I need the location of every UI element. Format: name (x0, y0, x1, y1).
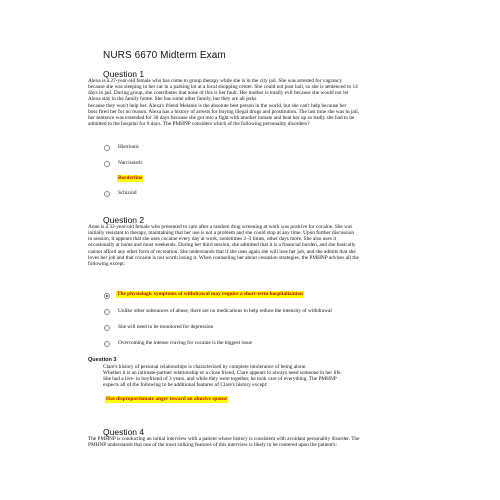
q2-option-1-radio[interactable] (104, 293, 110, 299)
question-2-heading: Question 2 (103, 215, 145, 225)
q2-option-1-highlight: The physiologic symptoms of withdrawal may require a short-term hospitalization (117, 291, 303, 297)
q1-option-4-radio[interactable] (104, 191, 110, 197)
question-3-heading: Question 3 (88, 357, 117, 363)
q1-line: Alexa stay in the family home. She has some other family, but they are all jerks (88, 96, 257, 103)
q2-option-3-label: She will need to be monitored for depression (118, 324, 214, 330)
question-4-text (88, 436, 359, 448)
q1-line: because they won't help her. Alexa's friend Melanie is the absolute best person in the world, but she can't help because her (88, 102, 347, 109)
q2-line: initially resistant to therapy, maintaining that her use is not a problem and she could stop at any time. Upon further discussion (88, 230, 355, 237)
q1-line: because she was sleeping in her car in a parking lot at a local shopping center. She could not post bail, so she is sentenced to 14 (88, 84, 358, 91)
q3-answer-highlight[interactable]: Has disproportionate anger toward an abusive spouse (106, 396, 228, 402)
question-1-text (88, 78, 359, 127)
question-4-heading: Question 4 (103, 427, 145, 437)
q2-line: loves her job and that cocaine is not worth losing it. When counseling her about cessation strategies, the PMHNP advises all the (88, 254, 359, 261)
q3-line: Whether it is an intimate-partner relationship or a close friend, Clare appears to always need someone in her life. (103, 370, 342, 377)
q1-line: her sentence was extended for 30 days because she got into a fight with another inmate and beat her up so badly she had to be (88, 114, 355, 121)
q2-option-4-label: Overcoming the intense craving for cocaine is the biggest issue (118, 340, 252, 346)
q2-option-4-radio[interactable] (104, 341, 110, 347)
exam-title: NURS 6670 Midterm Exam (103, 50, 226, 61)
q4-line: PMHNP understands that one of the most striking features of this interview is likely to be centered upon the patient's: (88, 442, 337, 449)
q1-line: boss fired her for no reason. Alexa has a history of arrests for buying illegal drugs and prostitution. The last time she was in jail, (88, 108, 360, 115)
q2-line: cannot afford any other form of recreation. She understands that if she uses again she will lose her job, and she admits that she (88, 248, 356, 255)
q2-line: Anne is a 32-year-old female who presented to care after a random drug screening at work was positive for cocaine. She was (88, 224, 353, 230)
q2-line: following except: (88, 260, 126, 267)
q4-line: The PMHNP is conducting an initial interview with a patient whose history is consistent with avoidant personality disorder. The (88, 436, 360, 442)
q3-line: expects all of the following to be additional features of Clare's history except: (103, 382, 268, 389)
q2-option-2-radio[interactable] (104, 309, 110, 315)
q1-option-4-label: Schizoid (118, 190, 137, 196)
q3-line: Clare's history of personal relationships is characterized by complete intolerance of being alone. (103, 364, 307, 370)
q1-option-2-radio[interactable] (104, 161, 110, 167)
q3-line: She had a live- in boyfriend of 3 years, and while they were together, he took care of everything. The PMHNP (103, 376, 337, 383)
q1-line: days in jail. During group, she contributes that none of this is her fault. Her mother is totally evil because she would not let (88, 90, 349, 97)
q2-line: occasionally at home and most weekends. During her third session, she admitted that it is a financial burden, and she basically (88, 242, 356, 249)
q2-option-3-radio[interactable] (104, 325, 110, 331)
q1-line: Alexa is a 27-year-old female who has come to group therapy while she is in the city jail. She was arrested for vagrancy (88, 78, 343, 84)
q1-option-1-label: Histrionic (118, 144, 140, 150)
question-3-text (103, 364, 342, 389)
q2-line: in session, it appears that she uses cocaine every day at work, sometimes 2–3 times, other days more. She also uses it (88, 236, 337, 243)
q1-option-2-label: Narcissistic (118, 160, 143, 166)
question-2-text (88, 224, 359, 267)
q1-line: admitted to the hospital for 6 days. The PMHNP considers which of the following personality disorders? (88, 121, 310, 128)
q2-option-2-label: Unlike other substances of abuse, there are no medications to help reduce the intensity of withdrawal (118, 308, 332, 314)
q1-option-1-radio[interactable] (104, 145, 110, 151)
question-1-heading: Question 1 (103, 69, 145, 79)
q1-answer-highlight[interactable]: Borderline (118, 175, 143, 181)
